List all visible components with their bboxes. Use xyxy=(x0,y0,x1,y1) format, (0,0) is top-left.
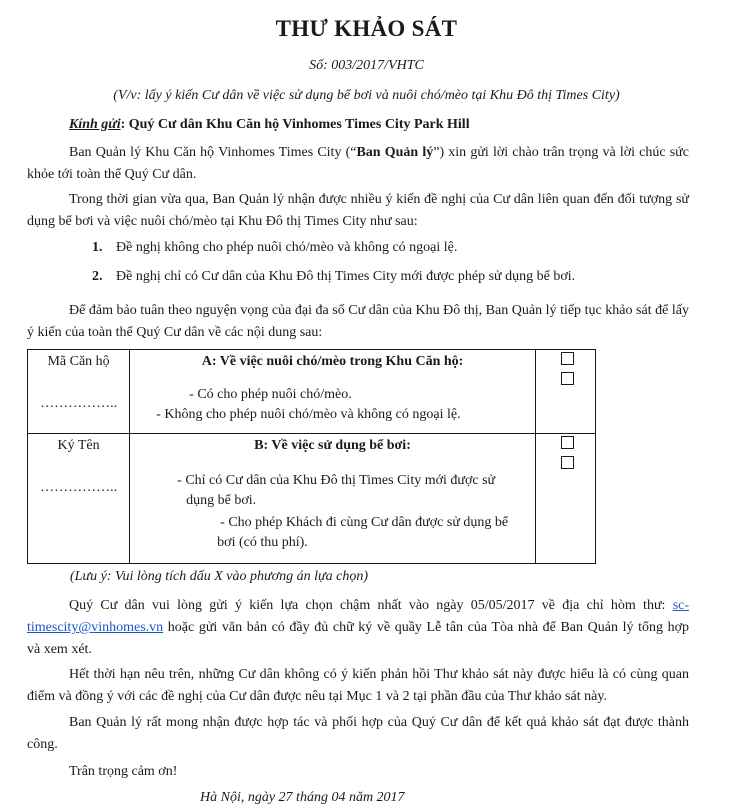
section-b-option-residents-only xyxy=(177,471,495,511)
deadline-text-end: và xem xét. xyxy=(27,642,92,657)
section-a-checkbox-allow[interactable] xyxy=(561,352,574,365)
deadline-text-continued: hoặc gửi văn bản có đầy đủ chữ ký về quầy Lễ tân của Tòa nhà để Ban Quản lý tổng hợp xyxy=(163,620,689,635)
survey-table xyxy=(27,349,596,564)
section-a-cell xyxy=(130,350,536,434)
signature-blank[interactable]: …………….. xyxy=(40,480,118,495)
closing-thanks: Trân trọng cảm ơn! xyxy=(69,764,178,779)
section-b-checkbox-guests-allowed[interactable] xyxy=(561,456,574,469)
cooperation-paragraph xyxy=(27,712,689,756)
proposal-item xyxy=(92,240,457,256)
greeting-recipient: : Quý Cư dân Khu Căn hộ Vinhomes Times City Park Hill xyxy=(120,117,470,132)
section-a-title: A: Về việc nuôi chó/mèo trong Khu Căn hộ: xyxy=(201,354,464,369)
section-b-checkbox-cell xyxy=(535,434,595,564)
deadline-paragraph xyxy=(27,595,689,661)
context-text: Trong thời gian vừa qua, Ban Quản lý nhận được nhiều ý kiến đề nghị của Cư dân liên quan đến đối tượng sử dụng bể bơi và việc nuôi chó/mèo tại Khu Đô thị Times City như sau: xyxy=(27,192,689,229)
section-b-option-2-line-1: - Cho phép Khách đi cùng Cư dân được sử dụng bể xyxy=(220,515,509,530)
survey-intro-text: Để đảm bảo tuân theo nguyện vọng của đại đa số Cư dân của Khu Đô thị, Ban Quản lý tiếp tục khảo sát để lấy ý kiến của toàn thể Quý Cư dân về các nội dung sau: xyxy=(27,303,689,340)
intro-bold: Ban Quản lý xyxy=(356,145,434,160)
apartment-code-label: Mã Căn hộ xyxy=(47,354,110,369)
document-subject: (V/v: lấy ý kiến Cư dân về việc sử dụng bể bơi và nuôi chó/mèo tại Khu Đô thị Times City) xyxy=(113,88,620,103)
intro-text-1: Ban Quản lý Khu Căn hộ Vinhomes Times City (“ xyxy=(69,145,357,160)
section-b-option-guests-allowed xyxy=(217,513,509,553)
selection-note: (Lưu ý: Vui lòng tích dấu X vào phương án lựa chọn) xyxy=(70,569,369,584)
section-a-option-allow: - Có cho phép nuôi chó/mèo. xyxy=(189,387,352,402)
proposal-item xyxy=(92,269,575,285)
section-a-option-disallow: - Không cho phép nuôi chó/mèo và không có ngoại lệ. xyxy=(156,407,461,422)
proposal-number: 1. xyxy=(92,240,103,255)
section-b-checkbox-residents-only[interactable] xyxy=(561,436,574,449)
proposal-text: Đề nghị không cho phép nuôi chó/mèo và không có ngoại lệ. xyxy=(116,240,458,255)
apartment-code-cell xyxy=(28,350,130,434)
intro-text-2: ”) xin gửi lời chào trân trọng và lời chúc sức khỏe tới toàn thể Quý Cư dân. xyxy=(27,145,689,182)
email-link-part-2[interactable]: timescity@vinhomes.vn xyxy=(27,620,164,635)
intro-paragraph xyxy=(27,142,689,186)
document-number: Số: 003/2017/VHTC xyxy=(309,58,424,73)
signature-label: Ký Tên xyxy=(57,438,100,453)
section-b-title: B: Về việc sử dụng bể bơi: xyxy=(254,438,411,453)
deadline-text: Quý Cư dân vui lòng gửi ý kiến lựa chọn chậm nhất vào ngày 05/05/2017 về địa chỉ hòm thư: xyxy=(69,598,666,613)
section-b-option-1-line-2: dụng bể bơi. xyxy=(186,493,257,508)
survey-intro-paragraph xyxy=(27,300,689,344)
expiry-paragraph xyxy=(27,664,689,708)
section-b-cell xyxy=(130,434,536,564)
cooperation-text: Ban Quản lý rất mong nhận được hợp tác và phối hợp của Quý Cư dân để kết quả khảo sát đạt được thành công. xyxy=(27,715,689,752)
proposal-text: Đề nghị chỉ có Cư dân của Khu Đô thị Times City mới được phép sử dụng bể bơi. xyxy=(116,269,576,284)
expiry-text: Hết thời hạn nêu trên, những Cư dân không có ý kiến phản hồi Thư khảo sát này được hiểu là có cùng quan điểm và đồng ý với các đề nghị của Cư dân được nêu tại Mục 1 và 2 tại phần đầu của Thư khảo sát này. xyxy=(27,667,689,704)
email-link-part-1[interactable]: sc- xyxy=(672,598,690,613)
context-paragraph xyxy=(27,189,689,233)
greeting-label: Kính gửi xyxy=(69,117,121,132)
signature-cell xyxy=(28,434,130,564)
date-place: Hà Nội, ngày 27 tháng 04 năm 2017 xyxy=(200,790,405,805)
section-a-checkbox-cell xyxy=(535,350,595,434)
greeting xyxy=(69,117,470,133)
section-b-option-2-line-2: bơi (có thu phí). xyxy=(217,535,308,550)
apartment-code-blank[interactable]: …………….. xyxy=(40,396,118,411)
section-a-checkbox-disallow[interactable] xyxy=(561,372,574,385)
document-title: THƯ KHẢO SÁT xyxy=(275,16,458,41)
proposal-number: 2. xyxy=(92,269,103,284)
section-b-option-1-line-1: - Chỉ có Cư dân của Khu Đô thị Times City mới được sử xyxy=(177,473,496,488)
